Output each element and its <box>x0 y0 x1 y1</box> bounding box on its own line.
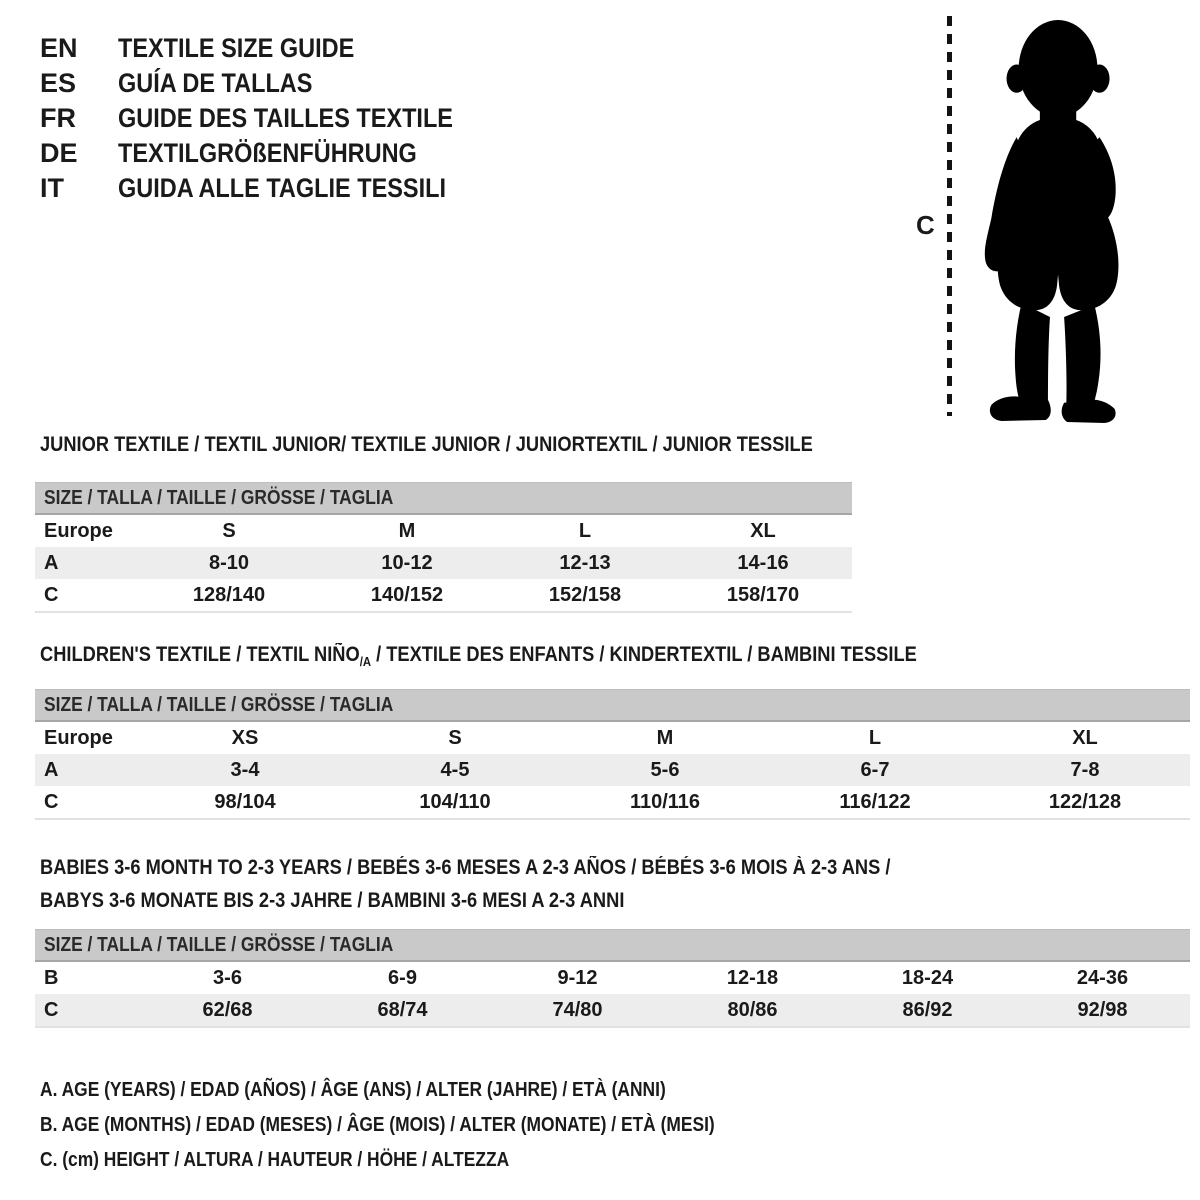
childrens-row-height-label: C <box>44 790 59 813</box>
junior-height-xl: 158/170 <box>726 583 800 606</box>
junior-col-l: L <box>578 519 592 542</box>
junior-row-height-label: C <box>44 583 59 606</box>
babies-size-header-bar <box>35 929 1190 962</box>
language-row-de <box>40 136 503 171</box>
babies-title-line2: BABYS 3-6 MONATE BIS 2-3 JAHRE / BAMBINI 3-6 MESI A 2-3 ANNI <box>40 889 625 912</box>
childrens-height-m: 110/116 <box>629 790 701 813</box>
junior-height-l: 152/158 <box>548 583 622 606</box>
language-code-es: ES <box>40 68 77 98</box>
childrens-row-age <box>35 754 1190 786</box>
childrens-col-europe: Europe <box>44 726 113 749</box>
junior-row-height <box>35 579 852 611</box>
childrens-title-rest: / TEXTILE DES ENFANTS / KINDERTEXTIL / BAMBINI TESSILE <box>371 643 917 666</box>
footnote-height-cm-text: C. (cm) HEIGHT / ALTURA / HAUTEUR / HÖHE / ALTEZZA <box>40 1149 510 1171</box>
childrens-section-title-text <box>40 643 917 674</box>
babies-months-1: 3-6 <box>213 966 242 989</box>
babies-row-height <box>35 994 1190 1026</box>
babies-height-6: 92/98 <box>1077 998 1128 1021</box>
childrens-size-table <box>35 689 1190 820</box>
babies-months-4: 12-18 <box>726 966 779 989</box>
babies-size-table <box>35 929 1190 1028</box>
junior-age-s: 8-10 <box>208 551 250 574</box>
junior-age-xl: 14-16 <box>737 551 789 574</box>
junior-age-l: 12-13 <box>559 551 611 574</box>
footnotes <box>40 1073 816 1178</box>
childrens-age-xs: 3-4 <box>230 758 260 781</box>
childrens-col-xs: XS <box>231 726 259 749</box>
childrens-age-xl: 7-8 <box>1070 758 1100 781</box>
childrens-row-height <box>35 786 1190 818</box>
junior-col-m: M <box>398 519 416 542</box>
footnote-height-cm <box>40 1143 816 1178</box>
language-code-en: EN <box>40 33 78 63</box>
guide-title-it: GUIDA ALLE TAGLIE TESSILI <box>118 173 446 203</box>
language-row-en <box>40 31 503 66</box>
babies-row-height-label: C <box>44 998 59 1021</box>
babies-months-2: 6-9 <box>388 966 417 989</box>
babies-months-5: 18-24 <box>901 966 954 989</box>
babies-title-line1: BABIES 3-6 MONTH TO 2-3 YEARS / BEBÉS 3-6 MESES A 2-3 AÑOS / BÉBÉS 3-6 MOIS À 2-3 ANS / <box>40 856 891 879</box>
junior-columns-row <box>35 515 852 547</box>
language-row-es <box>40 66 503 101</box>
junior-row-age-label: A <box>44 551 59 574</box>
guide-title-es: GUÍA DE TALLAS <box>118 68 313 98</box>
guide-title-de: TEXTILGRÖßENFÜHRUNG <box>118 138 417 168</box>
guide-title-fr: GUIDE DES TAILLES TEXTILE <box>118 103 453 133</box>
footnote-age-years <box>40 1073 816 1108</box>
junior-size-header-text: SIZE / TALLA / TAILLE / GRÖSSE / TAGLIA <box>44 486 394 509</box>
babies-section-title <box>40 851 1018 917</box>
childrens-title-main: CHILDREN'S TEXTILE / TEXTIL NIÑO <box>40 643 360 666</box>
babies-row-months <box>35 962 1190 994</box>
babies-months-6: 24-36 <box>1076 966 1129 989</box>
junior-row-age <box>35 547 852 579</box>
toddler-silhouette-icon <box>957 14 1149 423</box>
childrens-col-s: S <box>448 726 462 749</box>
junior-section-title <box>40 433 928 457</box>
babies-height-4: 80/86 <box>727 998 778 1021</box>
language-code-fr: FR <box>40 103 76 133</box>
language-row-it <box>40 171 503 206</box>
childrens-age-m: 5-6 <box>650 758 680 781</box>
babies-size-header-text: SIZE / TALLA / TAILLE / GRÖSSE / TAGLIA <box>44 933 394 956</box>
babies-height-3: 74/80 <box>552 998 603 1021</box>
junior-col-europe: Europe <box>44 519 113 542</box>
childrens-age-s: 4-5 <box>440 758 470 781</box>
babies-height-1: 62/68 <box>202 998 253 1021</box>
language-code-it: IT <box>40 173 64 203</box>
childrens-section-title <box>40 643 1048 674</box>
guide-title-en: TEXTILE SIZE GUIDE <box>118 33 355 63</box>
childrens-columns-row <box>35 722 1190 754</box>
junior-age-m: 10-12 <box>381 551 433 574</box>
babies-height-2: 68/74 <box>377 998 428 1021</box>
language-code-de: DE <box>40 138 78 168</box>
language-row-fr <box>40 101 503 136</box>
babies-row-months-label: B <box>44 966 59 989</box>
height-measure-dashed-line <box>947 16 952 416</box>
childrens-row-age-label: A <box>44 758 59 781</box>
childrens-height-s: 104/110 <box>419 790 491 813</box>
childrens-col-l: L <box>868 726 882 749</box>
childrens-col-xl: XL <box>1072 726 1098 749</box>
junior-size-header-bar <box>35 482 852 515</box>
junior-col-xl: XL <box>750 519 776 542</box>
junior-height-m: 140/152 <box>370 583 444 606</box>
footnote-age-months <box>40 1108 816 1143</box>
childrens-age-l: 6-7 <box>860 758 890 781</box>
babies-height-5: 86/92 <box>902 998 953 1021</box>
babies-months-3: 9-12 <box>557 966 598 989</box>
footnote-age-years-text: A. AGE (YEARS) / EDAD (AÑOS) / ÂGE (ANS) / ALTER (JAHRE) / ETÀ (ANNI) <box>40 1079 666 1101</box>
junior-section-title-text: JUNIOR TEXTILE / TEXTIL JUNIOR/ TEXTILE JUNIOR / JUNIORTEXTIL / JUNIOR TESSILE <box>40 433 813 456</box>
height-measure-label: C <box>916 210 935 240</box>
childrens-title-subscript: /A <box>359 654 372 669</box>
childrens-size-header-bar <box>35 689 1190 722</box>
childrens-height-xl: 122/128 <box>1048 790 1122 813</box>
childrens-height-xs: 98/104 <box>214 790 276 813</box>
childrens-size-header-text: SIZE / TALLA / TAILLE / GRÖSSE / TAGLIA <box>44 693 394 716</box>
childrens-col-m: M <box>656 726 674 749</box>
junior-height-s: 128/140 <box>192 583 266 606</box>
language-title-list <box>40 31 503 206</box>
junior-col-s: S <box>222 519 236 542</box>
childrens-height-l: 116/122 <box>839 790 911 813</box>
footnote-age-months-text: B. AGE (MONTHS) / EDAD (MESES) / ÂGE (MOIS) / ALTER (MONATE) / ETÀ (MESI) <box>40 1114 715 1136</box>
junior-size-table <box>35 482 852 613</box>
